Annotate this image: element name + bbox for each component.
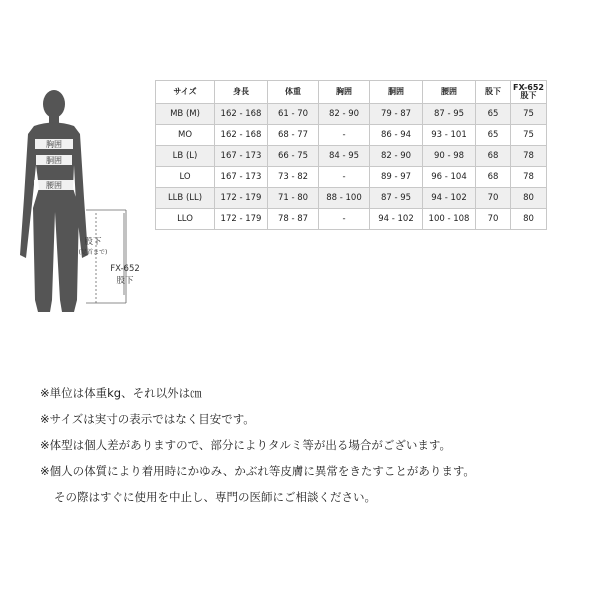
fx-inseam-sublabel: 股下 [116,276,134,286]
cell-chest: 88 - 100 [319,188,370,209]
cell-weight: 78 - 87 [268,209,319,230]
header-size: サイズ [156,81,215,104]
cell-weight: 66 - 75 [268,146,319,167]
header-hip: 腰囲 [423,81,476,104]
cell-size: LLB (LL) [156,188,215,209]
table-row [156,104,547,125]
cell-chest: - [319,167,370,188]
chest-label: 胸囲 [46,140,62,149]
table-body [156,104,547,230]
cell-size: LO [156,167,215,188]
cell-height: 172 - 179 [215,209,268,230]
cell-inseam: 65 [476,104,511,125]
cell-fx-inseam: 78 [511,167,547,188]
cell-inseam: 68 [476,146,511,167]
header-waist: 胴囲 [370,81,423,104]
cell-waist: 89 - 97 [370,167,423,188]
cell-hip: 100 - 108 [423,209,476,230]
note-units: ※単位は体重kg、それ以外は㎝ [40,386,202,400]
header-fx-inseam [511,81,547,104]
cell-fx-inseam: 78 [511,146,547,167]
cell-height: 167 - 173 [215,146,268,167]
header-height: 身長 [215,81,268,104]
cell-size: MB (M) [156,104,215,125]
cell-waist: 86 - 94 [370,125,423,146]
notes-section [40,380,475,510]
cell-hip: 94 - 102 [423,188,476,209]
cell-waist: 87 - 95 [370,188,423,209]
header-fx-inseam-label: 股下 [520,91,537,100]
header-weight: 体重 [268,81,319,104]
body-measurement-figure [0,0,160,330]
header-inseam: 股下 [476,81,511,104]
cell-size: LB (L) [156,146,215,167]
table-row [156,125,547,146]
cell-chest: - [319,125,370,146]
note-size-guide: ※サイズは実寸の表示ではなく目安です。 [40,412,255,426]
note-consult-doctor: その際はすぐに使用を中止し、専門の医師にご相談ください。 [54,490,376,504]
cell-height: 162 - 168 [215,104,268,125]
cell-inseam: 65 [476,125,511,146]
waist-label: 胴囲 [46,156,62,165]
cell-height: 162 - 168 [215,125,268,146]
inseam-measure [86,210,126,303]
cell-inseam: 68 [476,167,511,188]
cell-height: 172 - 179 [215,188,268,209]
cell-weight: 68 - 77 [268,125,319,146]
inseam-sublabel: (足首まで) [78,249,108,256]
fx-inseam-label: FX-652 [110,264,140,274]
cell-fx-inseam: 75 [511,104,547,125]
cell-hip: 87 - 95 [423,104,476,125]
cell-weight: 73 - 82 [268,167,319,188]
cell-chest: - [319,209,370,230]
cell-waist: 79 - 87 [370,104,423,125]
table-row [156,167,547,188]
header-chest: 胸囲 [319,81,370,104]
inseam-label: 股下 [84,237,102,247]
cell-height: 167 - 173 [215,167,268,188]
table-row [156,146,547,167]
size-chart-table [155,80,547,230]
cell-inseam: 70 [476,209,511,230]
table-header-row [156,81,547,104]
cell-weight: 61 - 70 [268,104,319,125]
cell-size: LLO [156,209,215,230]
cell-chest: 84 - 95 [319,146,370,167]
note-skin-reaction: ※個人の体質により着用時にかゆみ、かぶれ等皮膚に異常をきたすことがあります。 [40,464,475,478]
cell-weight: 71 - 80 [268,188,319,209]
header-fx-model: FX-652 [513,82,544,92]
cell-hip: 93 - 101 [423,125,476,146]
cell-fx-inseam: 80 [511,188,547,209]
cell-hip: 90 - 98 [423,146,476,167]
cell-chest: 82 - 90 [319,104,370,125]
cell-waist: 94 - 102 [370,209,423,230]
note-body-type: ※体型は個人差がありますので、部分によりタルミ等が出る場合がございます。 [40,438,451,452]
cell-inseam: 70 [476,188,511,209]
table-row [156,188,547,209]
human-silhouette [20,90,88,312]
cell-waist: 82 - 90 [370,146,423,167]
cell-hip: 96 - 104 [423,167,476,188]
table-row [156,209,547,230]
cell-fx-inseam: 80 [511,209,547,230]
cell-size: MO [156,125,215,146]
cell-fx-inseam: 75 [511,125,547,146]
hip-label: 腰囲 [46,181,62,190]
